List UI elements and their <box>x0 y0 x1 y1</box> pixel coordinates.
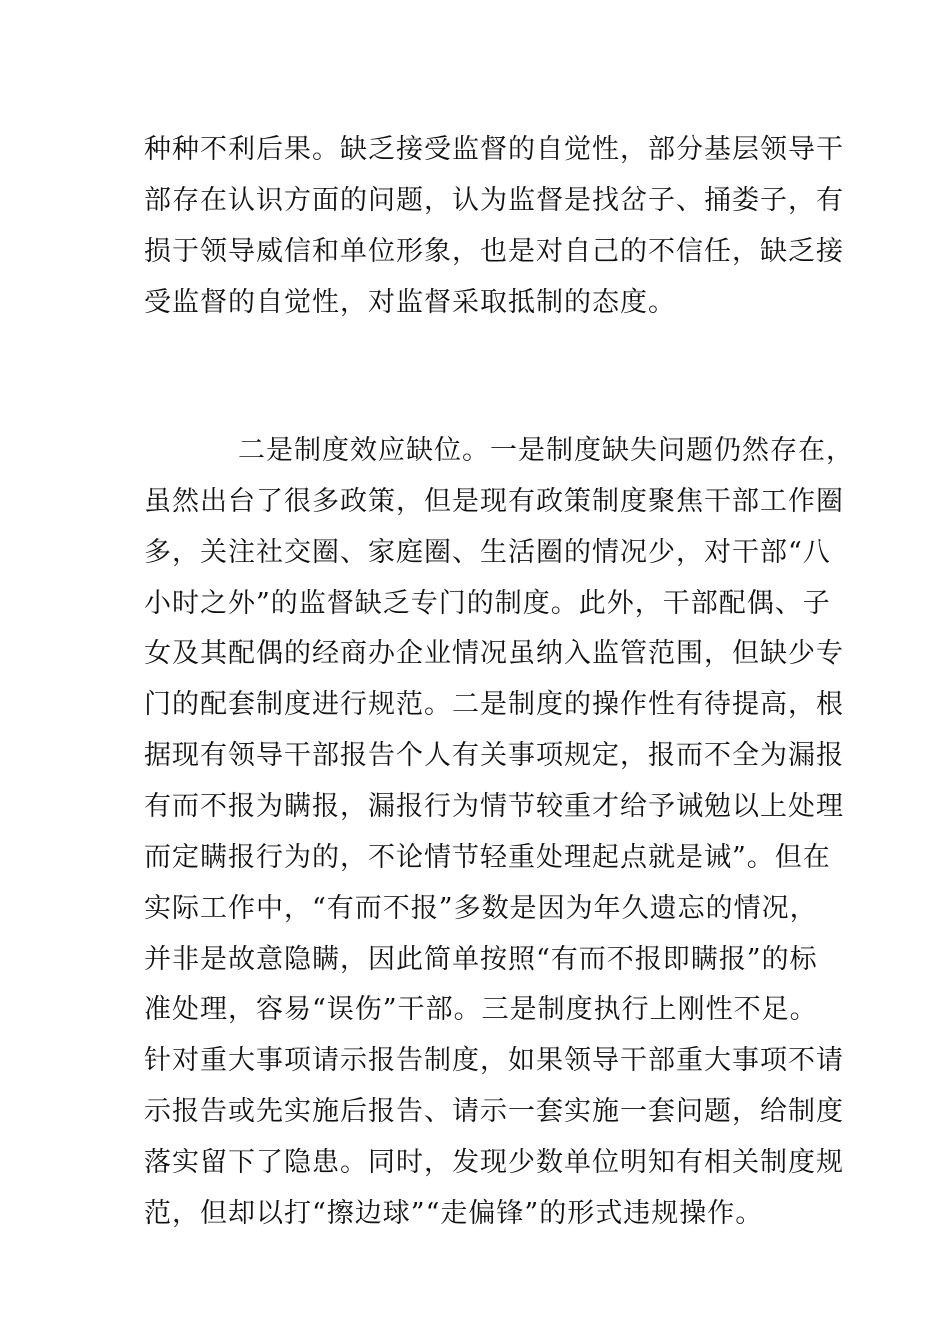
paragraph-2-line-1: 二是制度效应缺位。一是制度缺失问题仍然存在， <box>238 435 854 466</box>
paragraph-2-line-4: 小时之外”的监督缺乏专门的制度。此外，干部配偶、子 <box>144 588 831 619</box>
paragraph-2-line-10: 实际工作中，“有而不报”多数是因为年久遗忘的情况， <box>144 893 818 924</box>
paragraph-2-line-16: 范，但却以打“擦边球”“走偏锋”的形式违规操作。 <box>144 1198 764 1229</box>
paragraph-1-line-1: 种种不利后果。缺乏接受监督的自觉性，部分基层领导干 <box>144 134 844 165</box>
paragraph-2-line-11: 并非是故意隐瞒，因此简单按照“有而不报即瞒报”的标 <box>144 944 818 975</box>
paragraph-2-line-8: 有而不报为瞒报，漏报行为情节较重才给予诫勉以上处理 <box>144 791 844 822</box>
paragraph-2-line-12: 准处理，容易“误伤”干部。三是制度执行上刚性不足。 <box>144 994 818 1025</box>
paragraph-1-line-3: 损于领导威信和单位形象，也是对自己的不信任，缺乏接 <box>144 236 844 267</box>
paragraph-2-line-3: 多，关注社交圈、家庭圈、生活圈的情况少，对干部“八 <box>144 537 831 568</box>
paragraph-2-line-2: 虽然出台了很多政策，但是现有政策制度聚焦干部工作圈 <box>144 486 844 517</box>
paragraph-2-line-13: 针对重大事项请示报告制度，如果领导干部重大事项不请 <box>144 1045 844 1076</box>
paragraph-2-line-7: 据现有领导干部报告个人有关事项规定，报而不全为漏报 <box>144 740 844 771</box>
paragraph-2-line-5: 女及其配偶的经商办企业情况虽纳入监管范围，但缺少专 <box>144 638 844 669</box>
paragraph-2-line-14: 示报告或先实施后报告、请示一套实施一套问题，给制度 <box>144 1096 844 1127</box>
paragraph-1-line-4: 受监督的自觉性，对监督采取抵制的态度。 <box>144 287 676 318</box>
paragraph-2-line-15: 落实留下了隐患。同时，发现少数单位明知有相关制度规 <box>144 1147 844 1178</box>
paragraph-1-line-2: 部存在认识方面的问题，认为监督是找岔子、捅娄子，有 <box>144 185 844 216</box>
paragraph-2-line-9: 而定瞒报行为的，不论情节轻重处理起点就是诫”。但在 <box>144 842 831 873</box>
paragraph-2-line-6: 门的配套制度进行规范。二是制度的操作性有待提高，根 <box>144 689 844 720</box>
